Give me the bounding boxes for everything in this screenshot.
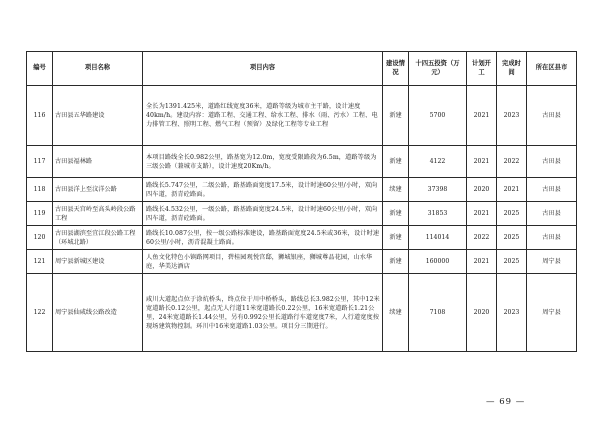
table-row [27, 226, 577, 250]
header-investment: 十四五投资（万元） [409, 52, 467, 86]
table-row [27, 86, 577, 146]
cell-content: 全长为1391.425米，道路红线宽度36米，道路等级为城市主干路，设计速度40km/h。建设内容：道路工程、交通工程、给水工程、排水（雨、污水）工程、电力排管工程、照明工程、燃气工程（预留）及绿化工程等专业工程 [143, 86, 383, 146]
table-row [27, 202, 577, 226]
cell-name: 古田县天宫岭至高头岭段公路工程 [53, 202, 143, 226]
cell-number: 122 [27, 274, 53, 352]
table-row [27, 274, 577, 352]
table-row [27, 250, 577, 274]
cell-end: 2021 [497, 178, 527, 202]
cell-number: 117 [27, 146, 53, 178]
cell-investment: 114014 [409, 226, 467, 250]
cell-number: 119 [27, 202, 53, 226]
cell-number: 118 [27, 178, 53, 202]
cell-name: 古田县福林路 [53, 146, 143, 178]
cell-content: 本项目路线全长0.982公里，路基宽为12.0m，宽度受限路段为6.5m，道路等级为三级公路（兼城市支路），设计速度20Km/h。 [143, 146, 383, 178]
project-table [26, 51, 577, 352]
cell-county: 古田县 [527, 146, 577, 178]
table-row [27, 146, 577, 178]
cell-county: 古田县 [527, 86, 577, 146]
cell-start: 2021 [467, 86, 497, 146]
cell-county: 古田县 [527, 178, 577, 202]
cell-end: 2025 [497, 226, 527, 250]
cell-name: 古田县湖滨至宜江段公路工程（环城北路） [53, 226, 143, 250]
cell-investment: 5700 [409, 86, 467, 146]
cell-content: 咸川大道起点位于涂炕桥头，终点位于川中桥桥头，路线总长3.982公里，其中12米宽道路长0.12公里，起点无人行道11米宽道路长0.22公里，16米宽道路长1.21公里，24米宽道路长1.44公里，另有0.992公里长道路行车道宽度7米，人行道宽度按现场建筑物控制。环川中16米宽道路1.03公里。项目分三期进行。 [143, 274, 383, 352]
page-number: — 69 — [486, 397, 526, 407]
header-status: 建设情况 [383, 52, 409, 86]
cell-content: 人鱼文化特色小镇路网项目，碧桂园观悦宫邸，狮城银座，狮城尊品花园，山水华庭，华美达酒店 [143, 250, 383, 274]
cell-status: 续建 [383, 178, 409, 202]
cell-end: 2022 [497, 146, 527, 178]
cell-county: 古田县 [527, 202, 577, 226]
cell-number: 121 [27, 250, 53, 274]
header-county: 所在区县市 [527, 52, 577, 86]
header-number: 编号 [27, 52, 53, 86]
header-project-content: 项目内容 [143, 52, 383, 86]
cell-investment: 37398 [409, 178, 467, 202]
header-end: 完成时间 [497, 52, 527, 86]
cell-name: 周宁县仙咸线公路改造 [53, 274, 143, 352]
cell-start: 2021 [467, 146, 497, 178]
cell-status: 新建 [383, 226, 409, 250]
cell-number: 116 [27, 86, 53, 146]
cell-investment: 160000 [409, 250, 467, 274]
cell-number: 120 [27, 226, 53, 250]
cell-start: 2020 [467, 274, 497, 352]
cell-content: 路线长4.532公里，一级公路，路基路面宽度24.5米，设计时速60公里/小时，双向四车道，沥青砼路面。 [143, 202, 383, 226]
header-project-name: 项目名称 [53, 52, 143, 86]
cell-content: 路线长5.747公里，二级公路，路基路面宽度17.5米，设计时速60公里/小时，双向四车道，沥青砼路面。 [143, 178, 383, 202]
cell-county: 古田县 [527, 226, 577, 250]
cell-investment: 4122 [409, 146, 467, 178]
cell-status: 新建 [383, 146, 409, 178]
cell-name: 古田县洋上至汶洋公路 [53, 178, 143, 202]
cell-status: 新建 [383, 202, 409, 226]
cell-start: 2021 [467, 250, 497, 274]
cell-end: 2023 [497, 86, 527, 146]
cell-investment: 31853 [409, 202, 467, 226]
table-row [27, 178, 577, 202]
cell-status: 新建 [383, 250, 409, 274]
cell-name: 古田县五华路建设 [53, 86, 143, 146]
cell-content: 路线长10.087公里，按一级公路标准建设，路基路面宽度24.5米或36米，设计时速60公里/小时，沥青混凝土路面。 [143, 226, 383, 250]
cell-start: 2022 [467, 226, 497, 250]
cell-status: 续建 [383, 274, 409, 352]
cell-county: 周宁县 [527, 250, 577, 274]
cell-name: 周宁县新城区建设 [53, 250, 143, 274]
cell-end: 2023 [497, 274, 527, 352]
cell-start: 2020 [467, 178, 497, 202]
table-header-row [27, 52, 577, 86]
cell-start: 2021 [467, 202, 497, 226]
cell-end: 2025 [497, 250, 527, 274]
cell-county: 周宁县 [527, 274, 577, 352]
cell-status: 新建 [383, 86, 409, 146]
header-start: 计划开工 [467, 52, 497, 86]
cell-investment: 7108 [409, 274, 467, 352]
cell-end: 2025 [497, 202, 527, 226]
